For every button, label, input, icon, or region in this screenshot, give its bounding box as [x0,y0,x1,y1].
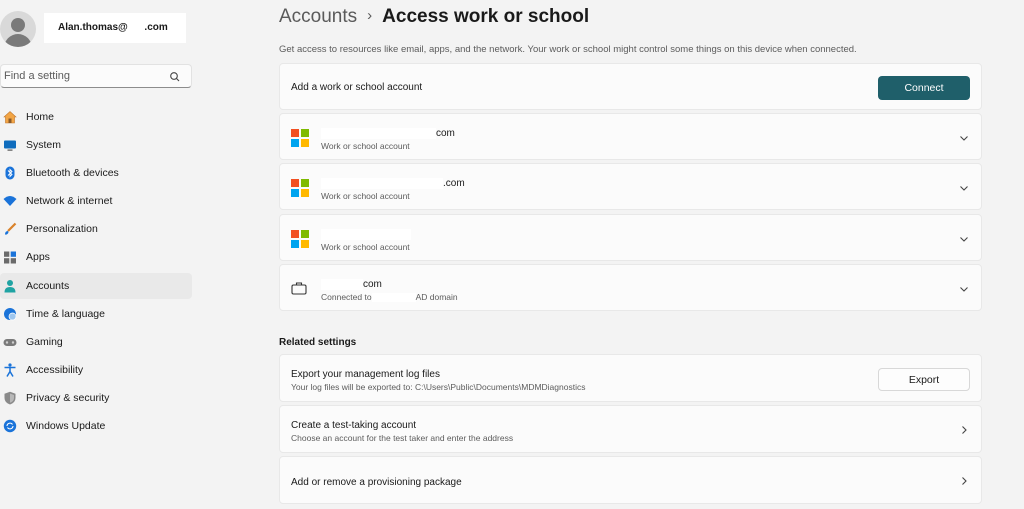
update-icon [3,419,17,433]
account-title [321,128,455,139]
chevron-down-icon[interactable] [959,133,969,143]
account-row[interactable] [279,264,982,311]
export-logs-card [279,354,982,402]
export-logs-path: Your log files will be exported to: C:\Users\Public\Documents\MDMDiagnostics [291,382,586,392]
page-description: Get access to resources like email, apps, and the network. Your work or school might control some things on this device when connected. [279,44,857,55]
sidebar-item-accounts[interactable] [0,273,192,299]
export-button[interactable]: Export [878,368,970,391]
sidebar-item-label: Apps [26,251,50,264]
brush-icon [3,222,17,236]
sidebar-item-apps[interactable] [0,244,192,270]
system-icon [3,138,17,152]
sidebar-item-accessibility[interactable] [0,357,192,383]
breadcrumb-separator: › [367,7,373,24]
sidebar-item-network[interactable] [0,188,192,214]
connect-button[interactable]: Connect [878,76,970,100]
test-account-card[interactable] [279,405,982,453]
test-account-sub: Choose an account for the test taker and enter the address [291,433,514,443]
accounts-icon [3,279,17,293]
sidebar-item-label: Bluetooth & devices [26,167,119,180]
provisioning-label: Add or remove a provisioning package [291,477,462,488]
shield-icon [3,391,17,405]
account-title [321,178,465,189]
account-title [321,229,411,240]
sidebar-item-label: Accounts [26,279,70,292]
accessibility-icon [3,363,17,377]
search-icon[interactable] [169,71,181,83]
sidebar-item-label: Privacy & security [26,391,110,404]
sidebar-item-label: Windows Update [26,420,106,433]
avatar [0,11,36,47]
globe-clock-icon [3,307,17,321]
breadcrumb-parent[interactable]: Accounts [279,6,358,27]
sidebar-item-windows-update[interactable] [0,413,192,439]
account-domain: com [436,128,455,140]
gamepad-icon [3,335,17,349]
chevron-down-icon[interactable] [959,183,969,193]
account-row[interactable] [279,214,982,261]
network-icon [3,194,17,208]
sidebar-item-label: Network & internet [26,195,113,208]
sidebar-item-system[interactable] [0,132,192,158]
sidebar-nav [0,104,196,441]
chevron-right-icon [959,476,969,486]
sidebar-item-label: Gaming [26,335,63,348]
sidebar-item-label: Personalization [26,223,98,236]
bluetooth-icon [3,166,17,180]
account-subtitle: Connected to AD domain [321,292,458,302]
microsoft-logo-icon [291,230,309,248]
user-email: Alan.thomas@ .com [44,13,186,43]
apps-icon [3,250,17,264]
breadcrumb [279,6,589,32]
user-profile[interactable] [0,8,196,44]
account-subtitle: Work or school account [321,191,410,201]
account-subtitle: Work or school account [321,141,410,151]
add-account-card [279,63,982,110]
sidebar-item-label: Accessibility [26,363,84,376]
search-input[interactable] [4,68,164,84]
provisioning-card[interactable] [279,456,982,504]
account-title [321,279,382,290]
export-logs-label: Export your management log files [291,369,440,380]
add-account-label: Add a work or school account [291,82,423,93]
home-icon [3,110,17,124]
account-row[interactable] [279,163,982,210]
chevron-right-icon [959,425,969,435]
sidebar-item-label: Time & language [26,307,105,320]
chevron-down-icon[interactable] [959,284,969,294]
sidebar-item-privacy-security[interactable] [0,385,192,411]
account-subtitle: Work or school account [321,242,410,252]
chevron-down-icon[interactable] [959,234,969,244]
sidebar-item-home[interactable] [0,104,192,130]
microsoft-logo-icon [291,129,309,147]
page-title: Access work or school [382,6,590,27]
account-row[interactable] [279,113,982,160]
sidebar-item-bluetooth[interactable] [0,160,192,186]
related-settings-title: Related settings [279,337,357,348]
account-domain: com [363,279,382,291]
sidebar-item-label: Home [26,111,55,123]
sidebar-item-time-language[interactable] [0,301,192,327]
sidebar-item-gaming[interactable] [0,329,192,355]
account-domain: .com [443,178,465,190]
test-account-label: Create a test-taking account [291,420,417,431]
sidebar [0,0,196,509]
microsoft-logo-icon [291,179,309,197]
briefcase-icon [291,281,307,295]
search-box[interactable] [0,64,192,88]
sidebar-item-personalization[interactable] [0,216,192,242]
sidebar-item-label: System [26,139,62,152]
